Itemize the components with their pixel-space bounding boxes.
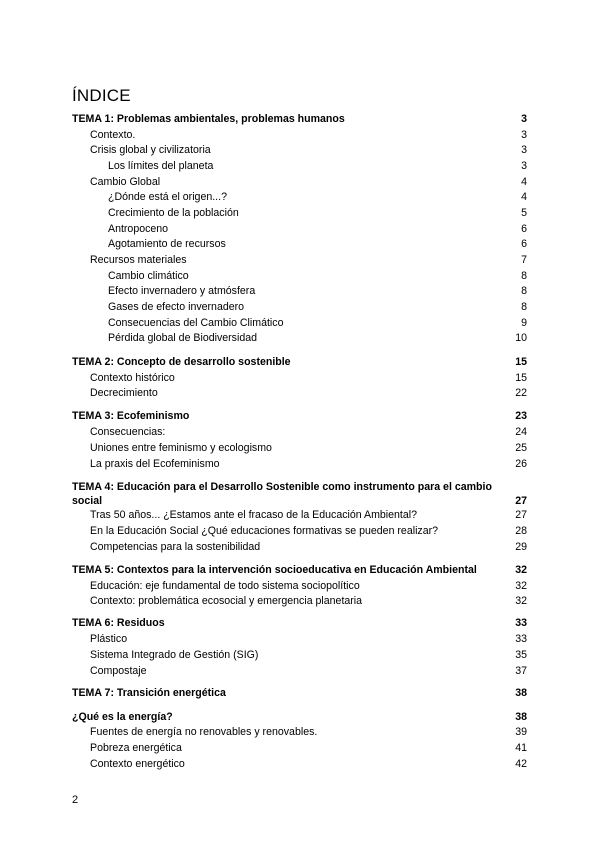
toc-entry[interactable]: Pérdida global de Biodiversidad 10 bbox=[108, 332, 527, 344]
toc-entry-tema-6[interactable]: TEMA 6: Residuos 33 bbox=[72, 617, 527, 629]
toc-entry-tema-1[interactable]: TEMA 1: Problemas ambientales, problemas humanos 3 bbox=[72, 113, 527, 125]
toc-entry[interactable]: Antropoceno 6 bbox=[108, 223, 527, 235]
toc-entry[interactable]: Los límites del planeta 3 bbox=[108, 160, 527, 172]
toc-entry-tema-3[interactable]: TEMA 3: Ecofeminismo 23 bbox=[72, 410, 527, 422]
toc-entry-que-es-la-energia[interactable]: ¿Qué es la energía? 38 bbox=[72, 711, 527, 723]
toc-entry[interactable]: Cambio Global 4 bbox=[90, 176, 527, 188]
toc-entry[interactable]: Crisis global y civilizatoria 3 bbox=[90, 144, 527, 156]
toc-entry[interactable]: Consecuencias del Cambio Climático 9 bbox=[108, 317, 527, 329]
toc-entry[interactable]: Contexto. 3 bbox=[90, 129, 527, 141]
toc-entry[interactable]: Educación: eje fundamental de todo sistema sociopolítico 32 bbox=[90, 580, 527, 592]
toc-entry[interactable]: Agotamiento de recursos 6 bbox=[108, 238, 527, 250]
toc-entry-tema-4[interactable]: TEMA 4: Educación para el Desarrollo Sostenible como instrumento para el cambio social 27 bbox=[72, 481, 527, 507]
toc-entry[interactable]: Crecimiento de la población 5 bbox=[108, 207, 527, 219]
toc-entry[interactable]: Contexto energético 42 bbox=[90, 758, 527, 770]
toc-entry-tema-5[interactable]: TEMA 5: Contextos para la intervención socioeducativa en Educación Ambiental 32 bbox=[72, 564, 527, 576]
toc-entry[interactable]: La praxis del Ecofeminismo 26 bbox=[90, 458, 527, 470]
page-title: ÍNDICE bbox=[72, 86, 131, 105]
toc-entry[interactable]: Consecuencias: 24 bbox=[90, 426, 527, 438]
toc-entry[interactable]: Compostaje 37 bbox=[90, 665, 527, 677]
toc-entry[interactable]: Cambio climático 8 bbox=[108, 270, 527, 282]
toc-entry[interactable]: Sistema Integrado de Gestión (SIG) 35 bbox=[90, 649, 527, 661]
toc-entry[interactable]: Plástico 33 bbox=[90, 633, 527, 645]
toc-entry[interactable]: Efecto invernadero y atmósfera 8 bbox=[108, 285, 527, 297]
toc-entry[interactable]: Recursos materiales 7 bbox=[90, 254, 527, 266]
page-number: 2 bbox=[72, 794, 79, 806]
toc-entry-tema-2[interactable]: TEMA 2: Concepto de desarrollo sostenible 15 bbox=[72, 356, 527, 368]
toc-entry[interactable]: Decrecimiento 22 bbox=[90, 387, 527, 399]
toc-entry[interactable]: Pobreza energética 41 bbox=[90, 742, 527, 754]
toc-entry-tema-7[interactable]: TEMA 7: Transición energética 38 bbox=[72, 687, 527, 699]
toc-entry[interactable]: Fuentes de energía no renovables y renovables. 39 bbox=[90, 726, 527, 738]
toc-entry[interactable]: Uniones entre feminismo y ecologismo 25 bbox=[90, 442, 527, 454]
toc-entry[interactable]: ¿Dónde está el origen...? 4 bbox=[108, 191, 527, 203]
toc-entry[interactable]: Tras 50 años... ¿Estamos ante el fracaso de la Educación Ambiental? 27 bbox=[90, 509, 527, 521]
toc-entry[interactable]: Gases de efecto invernadero 8 bbox=[108, 301, 527, 313]
toc-entry[interactable]: Contexto: problemática ecosocial y emergencia planetaria 32 bbox=[90, 595, 527, 607]
toc-entry[interactable]: Competencias para la sostenibilidad 29 bbox=[90, 541, 527, 553]
toc-entry[interactable]: Contexto histórico 15 bbox=[90, 372, 527, 384]
toc-entry[interactable]: En la Educación Social ¿Qué educaciones formativas se pueden realizar? 28 bbox=[90, 525, 527, 537]
